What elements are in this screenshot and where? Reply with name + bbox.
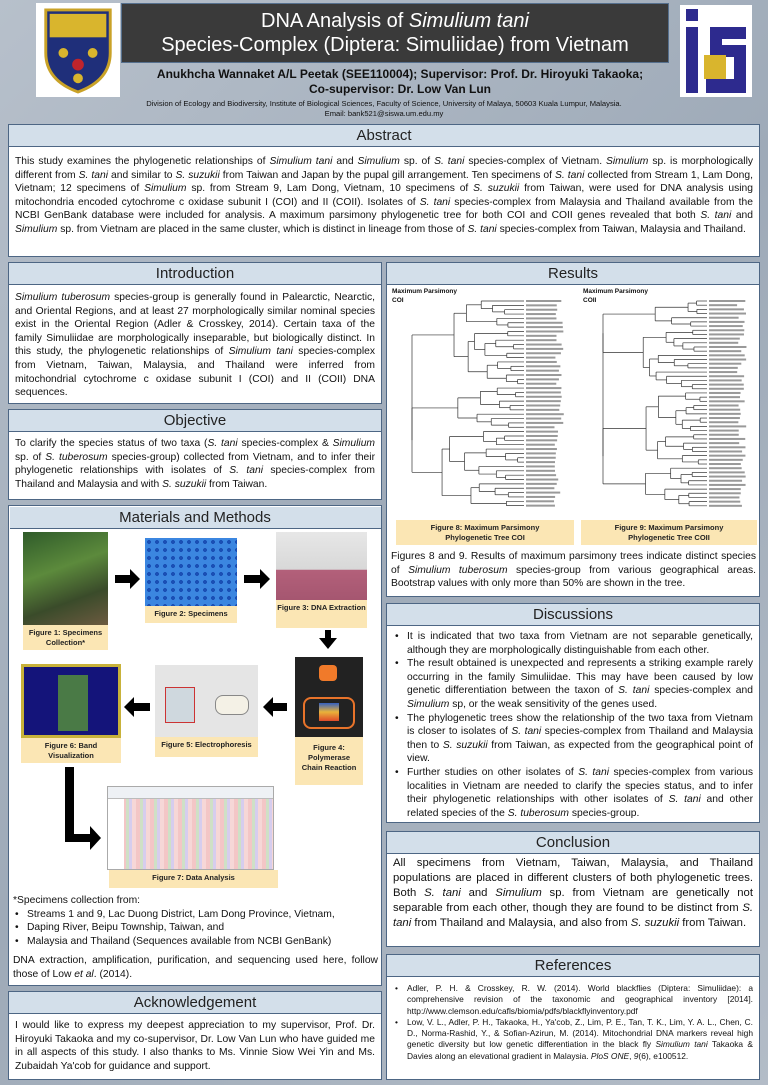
tree-leaf-label [526, 304, 557, 306]
list-item [393, 766, 753, 820]
tree-leaf-label [709, 484, 746, 486]
text-run: species-group is generally found in Palearctic, Nearctic, and Oriental Regions, and at least 27 morphologically similar nominal species exist in the Oriental Region (Adler & Crosskey, 2014). Certain taxa of the family Simuliidae are morphologically inseparable, but biologically distinct. In this study, the phylogenetic relationships of [15, 292, 375, 358]
tree-leaf-label [526, 322, 563, 324]
logo-right [680, 5, 752, 97]
tree-coii-label-2: COII [583, 297, 597, 304]
italic-term: Simulium [15, 223, 58, 235]
list-item [393, 712, 753, 766]
tree-leaf-label [709, 438, 745, 440]
tree-leaf-label [709, 480, 742, 482]
tree-leaf-label [526, 300, 561, 302]
tree-leaf-label [709, 346, 746, 348]
italic-term: S. suzukii [630, 917, 680, 929]
tree-leaf-label [709, 430, 739, 432]
specimens-block [13, 894, 378, 981]
tree-leaf-label [709, 354, 745, 356]
tree-leaf-label [526, 387, 561, 389]
text-run: from Taiwan and Japan by the pupal gill arrangement. Ten specimens of [219, 169, 556, 181]
italic-term: Simulium [495, 887, 542, 899]
introduction-heading: Introduction [9, 263, 381, 285]
tree-leaf-label [709, 392, 741, 394]
tree-coii-label-1: Maximum Parsimony [583, 288, 649, 295]
conclusion-panel [386, 831, 760, 947]
discussions-list [387, 626, 759, 824]
tree-leaf-label [709, 455, 745, 457]
tree-leaf-label [709, 325, 743, 327]
tree-leaf-label [526, 344, 562, 346]
results-text [391, 550, 756, 591]
italic-term: 9 [633, 1050, 639, 1061]
protocol-b: . (2014). [93, 968, 133, 980]
tree-coii [583, 287, 755, 517]
text-run: species-group. [569, 807, 640, 819]
tree-leaf-label [526, 365, 560, 367]
references-list [387, 977, 759, 1066]
text-run: sp. from Vietnam are placed in the same cluster, which is distinct in lineage from those of [57, 223, 468, 235]
text-run: species-complex from Malaysia and Thailand available from the NCBI GenBank database were included for analysis. A maximum parsimony phylogenetic tree for both COI and COII genes revealed that both [15, 196, 753, 222]
text-run: from Taiwan. [206, 478, 268, 490]
italic-term: S. tani [434, 156, 465, 167]
tree-leaf-label [526, 317, 556, 319]
italic-term: Simulium [407, 698, 450, 710]
methods-heading: Materials and Methods [10, 507, 381, 529]
tree-leaf-label [709, 463, 741, 465]
figure1-caption: Figure 1: Specimens Collection* [23, 625, 108, 650]
arrow-right-icon [244, 569, 270, 589]
text-run: Figures 8 and 9. Results of maximum parsimony trees indicate distinct species of [391, 551, 756, 576]
tree-leaf-label [709, 505, 742, 507]
acknowledgement-heading: Acknowledgement [9, 992, 381, 1014]
text-run: species-complex from Taiwan, Malaysia and Thailand. [496, 223, 746, 235]
tree-leaf-label [709, 342, 738, 344]
figure7-caption: Figure 7: Data Analysis [109, 870, 278, 888]
italic-term: S. tani [78, 169, 108, 181]
tree-leaf-label [526, 418, 561, 420]
tree-leaf-label [526, 435, 558, 437]
text-run: , [629, 1050, 634, 1061]
objective-heading: Objective [9, 410, 381, 432]
figure5-caption: Figure 5: Electrophoresis [155, 737, 258, 757]
text-run: species-complex & [237, 438, 333, 449]
italic-term: S. tani [700, 210, 732, 222]
tree-coi-label-1: Maximum Parsimony [392, 288, 458, 295]
tree-leaf-label [709, 425, 746, 427]
italic-term: S. suzukii [442, 739, 488, 751]
tree-leaf-label [526, 474, 556, 476]
arrow-right-icon [115, 569, 140, 589]
tree-leaf-label [709, 446, 745, 448]
acknowledgement-panel [8, 991, 382, 1080]
tree-leaf-label [526, 357, 555, 359]
italic-term: Simulium tuberosum [408, 564, 508, 576]
italic-term: S. tuberosum [507, 807, 569, 819]
tree-leaf-label [709, 350, 741, 352]
tree-leaf-label [709, 450, 742, 452]
tree-leaf-label [526, 326, 563, 328]
tree-coi-label-2: COI [392, 297, 404, 304]
protocol-text [13, 954, 378, 981]
figure8-caption: Figure 8: Maximum Parsimony Phylogenetic Tree COI [396, 520, 574, 545]
tree-leaf-label [526, 483, 557, 485]
list-item [393, 630, 753, 657]
italic-term: Simulium [332, 438, 375, 449]
tree-leaf-label [709, 471, 745, 473]
italic-term: S. tani [668, 794, 701, 806]
italic-term: S. tani [511, 726, 542, 738]
specimen-item: • Streams 1 and 9, Lac Duong District, Lam Dong Province, Vietnam, [13, 908, 378, 922]
tree-leaf-label [526, 457, 556, 459]
title-prefix: DNA Analysis of [261, 10, 409, 32]
tree-leaf-label [709, 396, 740, 398]
text-run: species-complex and [649, 685, 753, 697]
tree-leaf-label [709, 363, 741, 365]
figure6-caption: Figure 6: Band Visualization [21, 738, 121, 763]
tree-leaf-label [709, 421, 738, 423]
tree-leaf-label [709, 317, 739, 319]
poster-title-line2: Species-Complex (Diptera: Simuliidae) from Vietnam [161, 34, 629, 56]
authors-line1: Anukhcha Wannaket A/L Peetak (SEE110004); Supervisor: Prof. Dr. Hiroyuki Takaoka; [156, 67, 644, 81]
tree-leaf-label [709, 417, 740, 419]
figure4-caption: Figure 4: Polymerase Chain Reaction [295, 737, 363, 785]
tree-leaf-label [526, 426, 554, 428]
tree-leaf-label [709, 400, 745, 402]
text-run: (6), e100512. [638, 1050, 689, 1061]
tree-leaf-label [526, 370, 559, 372]
tree-leaf-label [526, 492, 560, 494]
conclusion-heading: Conclusion [387, 832, 759, 854]
tree-leaf-label [526, 487, 554, 489]
text-run: and [731, 210, 754, 222]
tree-leaf-label [526, 431, 558, 433]
tree-leaf-label [526, 461, 555, 463]
italic-term: S. tani [618, 685, 650, 697]
tree-leaf-label [709, 333, 744, 335]
tree-leaf-label [526, 374, 561, 376]
conclusion-text [387, 854, 759, 935]
italic-term: Simulium [357, 156, 400, 167]
text-run: and other related species of the [407, 794, 753, 819]
specimens-intro: *Specimens collection from: [13, 895, 141, 906]
text-run: The result obtained is unexpected and represents a striking example rarely occurring in the family Simuliidae. This may have been caused by low genetic differentiation between the taxon of [407, 658, 753, 697]
tree-leaf-label [526, 361, 557, 363]
references-heading: References [387, 955, 759, 977]
tree-leaf-label [709, 476, 746, 478]
tree-leaf-label [526, 444, 555, 446]
tree-leaf-label [526, 339, 556, 341]
tree-leaf-label [526, 470, 555, 472]
text-run: collected from Stream 1, Lam Dong, Vietnam; 12 specimens of [15, 169, 753, 195]
text-run: and similar to [107, 169, 176, 181]
text-run: The phylogenetic trees show the relationship of the two taxa from Vietnam is closer to isolates of [407, 712, 753, 738]
text-run: species-complex from various localities in Vietnam are needed to clarify the species status, and to infer their phylogenetic relationships with other isolates of [407, 766, 753, 806]
arrow-elbow-icon [65, 767, 101, 850]
tree-leaf-label [526, 335, 556, 337]
tree-leaf-label [526, 448, 557, 450]
discussions-panel [386, 603, 760, 823]
italic-term: S. tani [419, 196, 451, 208]
tree-leaf-label [709, 467, 742, 469]
figure2-caption: Figure 2: Specimens [145, 606, 237, 623]
specimens-list [13, 908, 378, 949]
affiliation-text: Division of Ecology and Biodiversity, Institute of Biological Sciences, Faculty of Science, University of Malaya, 50603 Kuala Lumpur, Malaysia. [146, 99, 622, 108]
protocol-italic: et al [74, 968, 94, 980]
acknowledgement-text: I would like to express my deepest appreciation to my supervisor, Prof. Dr. Hiroyuki Takaoka and my co-supervisor, Dr. Low Van Lun who have guided me in all aspects of this study. I also thanks to Ms. Vinnie Siow Wei Yin and Ms. Zubaidah Ya'cob for guidance and support. [15, 1020, 375, 1072]
tree-leaf-label [709, 496, 739, 498]
tree-leaf-label [709, 308, 744, 310]
text-run: This study examines the phylogenetic relationships of [15, 156, 270, 167]
text-run: Low, V. L., Adler, P. H., Takaoka, H., Ya'cob, Z., Lim, P. E., Tan, T. K., Lim, Y. A. L., Chen, C. D., Norma-Rashid, Y., & Sofian-Azirun, M. (2014). Mitochondrial DNA markers reveal high genetic diversity but low genetic differentiation in the black fly [407, 1016, 753, 1050]
text-run: species-complex from Thailand and Malaysia then to [407, 726, 753, 751]
results-heading: Results [387, 263, 759, 285]
text-run: species-group) collected from Vietnam, and to infer their phylogenetic relationships with isolates of [15, 451, 375, 477]
text-run: sp. of [399, 156, 435, 167]
tree-leaf-label [709, 384, 744, 386]
text-run: species-group from various geographical areas. Bootstrap values with only more than 50% are shown in the tree. [391, 564, 756, 589]
specimen-item: • Daping River, Beipu Township, Taiwan, and [13, 921, 378, 935]
italic-term: S. tani [555, 169, 585, 181]
text-run: sp, or the weak sensitivity of the genes used. [449, 698, 658, 710]
tree-leaf-label [709, 409, 740, 411]
tree-leaf-label [526, 439, 557, 441]
list-item [393, 657, 753, 711]
text-run: species-complex of Vietnam. [464, 156, 607, 167]
workflow-arrows [0, 0, 384, 900]
tree-leaf-label [526, 378, 559, 380]
title-species: Simulium tani [408, 10, 529, 32]
tree-leaf-label [709, 304, 737, 306]
tree-leaf-label [526, 479, 558, 481]
text-run: species-complex from Vietnam, Taiwan, Malaysia, and Thailand were inferred from mitochondrial cytochrome c oxidase subunit I (COI) and II (COII) DNA sequences. [15, 346, 375, 399]
tree-leaf-label [526, 422, 563, 424]
tree-leaf-label [526, 396, 562, 398]
italic-term: S. tani [207, 438, 238, 449]
tree-leaf-label [709, 413, 741, 415]
tree-leaf-label [709, 501, 740, 503]
tree-leaf-label [526, 391, 561, 393]
text-run: Takaoka & Davies along an elevational gradient in Malaysia. [407, 1039, 753, 1061]
tree-leaf-label [709, 375, 744, 377]
text-run: Adler, P. H. & Crosskey, R. W. (2014). World blackflies (Diptera: Simuliidae): a comprehensive revision of the taxonomic and geographical inventory [2014]. http://www.clemson.edu/cafls/biomia/pdfs/blackflyinventory.pdf [407, 983, 753, 1016]
tree-leaf-label [709, 313, 746, 315]
tree-leaf-label [709, 442, 739, 444]
tree-leaf-label [526, 496, 555, 498]
tree-leaf-label [526, 452, 556, 454]
text-run: sp. from Stream 9, Lam Dong, Vietnam, 10 specimens of [186, 183, 474, 195]
list-item [393, 1017, 753, 1062]
italic-term: Simulium tani [228, 346, 293, 358]
italic-term: Simulium tani [269, 156, 333, 167]
text-run: from Taiwan, as expected from the geographical point of view. [407, 739, 753, 765]
tree-leaf-label [709, 488, 741, 490]
tree-leaf-label [526, 309, 557, 311]
tree-leaf-label [709, 329, 744, 331]
tree-leaf-label [526, 330, 563, 332]
tree-leaf-label [709, 405, 739, 407]
italic-term: S. tani [467, 223, 497, 235]
text-run: sp. of [15, 451, 46, 463]
tree-leaf-label [526, 505, 555, 507]
text-run: from Thailand and Malaysia, and also from [411, 917, 631, 929]
tree-leaf-label [709, 367, 738, 369]
text-run: Further studies on other isolates of [407, 766, 579, 778]
tree-leaf-label [709, 338, 740, 340]
tree-leaf-label [709, 492, 741, 494]
tree-leaf-label [526, 500, 554, 502]
text-run: To clarify the species status of two taxa ( [15, 438, 208, 449]
italic-term: S. suzukii [175, 169, 220, 181]
tree-leaf-label [526, 413, 564, 415]
tree-leaf-label [709, 300, 745, 302]
authors-line2: Co-supervisor: Dr. Low Van Lun [308, 82, 492, 96]
tree-leaf-label [709, 371, 737, 373]
list-item [393, 983, 753, 1017]
tree-leaf-label [526, 348, 563, 350]
italic-term: S. tani [393, 902, 753, 929]
arrow-left-icon [124, 697, 150, 717]
text-run: All specimens from Vietnam, Taiwan, Malaysia, and Thailand populations are placed in different clusters of both phylogenetic trees. Both [393, 857, 753, 899]
specimen-item: • Malaysia and Thailand (Sequences available from NCBI GenBank) [13, 935, 378, 949]
references-panel [386, 954, 760, 1080]
phylogenetic-tree-coi [392, 297, 572, 512]
italic-term: S. tani [424, 887, 461, 899]
figure9-caption: Figure 9: Maximum Parsimony Phylogenetic Tree COII [581, 520, 757, 545]
abstract-heading: Abstract [9, 125, 759, 147]
email-text: Email: bank521@siswa.um.edu.my [324, 109, 444, 118]
discussions-heading: Discussions [387, 604, 759, 626]
text-run: sp. is morphologically different from [15, 156, 754, 181]
arrow-left-icon [263, 697, 287, 717]
tree-leaf-label [709, 379, 742, 381]
tree-leaf-label [526, 352, 561, 354]
italic-term: Simulium [144, 183, 187, 195]
tree-leaf-label [709, 321, 745, 323]
italic-term: S. tani [578, 766, 610, 778]
text-run: It is indicated that two taxa from Vietnam are not separable genetically, although they are morphologically distinguishable from each other. [407, 631, 753, 656]
figure3-caption: Figure 3: DNA Extraction [276, 600, 367, 628]
tree-leaf-label [709, 359, 746, 361]
text-run: and [460, 887, 496, 899]
italic-term: S. tani [229, 465, 263, 477]
arrow-down-icon [319, 630, 337, 649]
text-run: from Taiwan. [679, 917, 747, 929]
tree-coi [392, 287, 572, 517]
italic-term: S. suzukii [162, 478, 207, 490]
italic-term: PloS ONE [590, 1050, 630, 1061]
tree-leaf-label [526, 409, 559, 411]
text-run: sp. from Vietnam are genetically not separable from each other, though they are found to be distinct from [393, 887, 753, 914]
italic-term: Simulium tani [655, 1039, 708, 1050]
text-run: and [332, 156, 358, 167]
text-run: from Taiwan, were used for DNA analysis using mitochondria encoded cytochrome c oxidase subunit I (COI) and II (COII). Isolates of [15, 183, 753, 208]
italic-term: S. tuberosum [45, 451, 108, 463]
tree-leaf-label [526, 383, 556, 385]
italic-term: Simulium tuberosum [15, 292, 111, 303]
tree-leaf-label [709, 388, 744, 390]
text-run: species-complex from Thailand and Malaysia and with [15, 465, 375, 490]
italic-term: Simulium [606, 156, 649, 167]
phylogenetic-tree-coii [583, 297, 755, 512]
italic-term: S. suzukii [473, 183, 520, 195]
tree-leaf-label [709, 459, 743, 461]
tree-leaf-label [709, 434, 739, 436]
tree-leaf-label [526, 400, 561, 402]
tree-leaf-label [526, 405, 560, 407]
tree-leaf-label [526, 465, 555, 467]
tree-leaf-label [526, 313, 556, 315]
protocol-a: DNA extraction, amplification, purification, and sequencing used here, follow those of Low [13, 955, 378, 980]
